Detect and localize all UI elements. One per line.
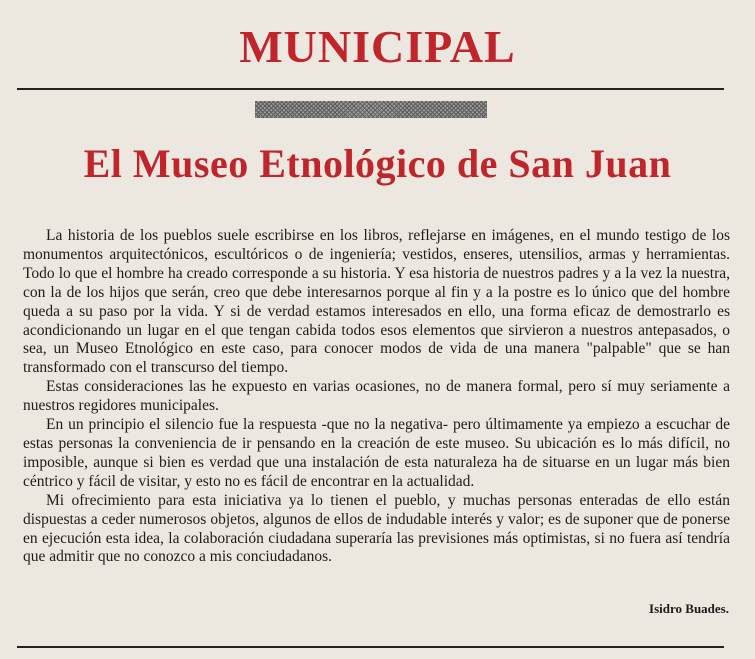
paragraph: En un principio el silencio fue la respuesta -que no la negativa- pero últimamente ya empiezo a escuchar de estas personas la conveniencia de ir pensando en la creación de este museo. Su ubicación es lo más difícil, no imposible, aunque si bien es verdad que una instalación de esta naturaleza ha de situarse en un lugar más bien céntrico y fácil de visitar, y esto no es fácil de encontrar en la actualidad. (23, 416, 730, 490)
section-heading: MUNICIPAL (239, 21, 516, 72)
paragraph: Mi ofrecimiento para esta iniciativa ya lo tienen el pueblo, y muchas personas enteradas de ello están dispuestas a ceder numerosos objetos, algunos de ellos de indudable interés y valor; es de suponer que de ponerse en ejecución esta idea, la colaboración ciudadana superaría las previsiones más optimistas, si no fuera así tendría que admitir que no conozco a mis conciudadanos. (23, 491, 730, 566)
article-title: El Museo Etnológico de San Juan (83, 141, 672, 186)
paragraph: La historia de los pueblos suele escribirse en los libros, reflejarse en imágenes, en el mundo testigo de los monumentos arquitectónicos, escultóricos o de ingeniería; vestidos, enseres, utensilios, armas y herramientas. Todo lo que el hombre ha creado corresponde a su historia. Y esa historia de nuestros padres y a la vez la nuestra, con la de los hijos que serán, creo que debe interesarnos porque al fin y a la postre es lo único que del hombre queda a su paso por la vida. Y si de verdad estamos interesados en ello, una forma eficaz de demostrarlo es acondicionando un lugar en el que tengan cabida todos esos elementos que sirvieron a nuestros antepasados, o sea, un Museo Etnológico en este caso, para conocer modos de vida de una manera "palpable" que se han transformado con el transcurso del tiempo. (23, 227, 730, 377)
bottom-divider (17, 646, 724, 648)
paragraph: Estas consideraciones las he expuesto en varias ocasiones, no de manera formal, pero sí muy seriamente a nuestros regidores municipales. (23, 378, 730, 415)
top-divider (17, 88, 724, 90)
decorative-hatched-bar (255, 101, 487, 118)
author-signature: Isidro Buades. (649, 601, 729, 616)
article-body (23, 227, 730, 567)
